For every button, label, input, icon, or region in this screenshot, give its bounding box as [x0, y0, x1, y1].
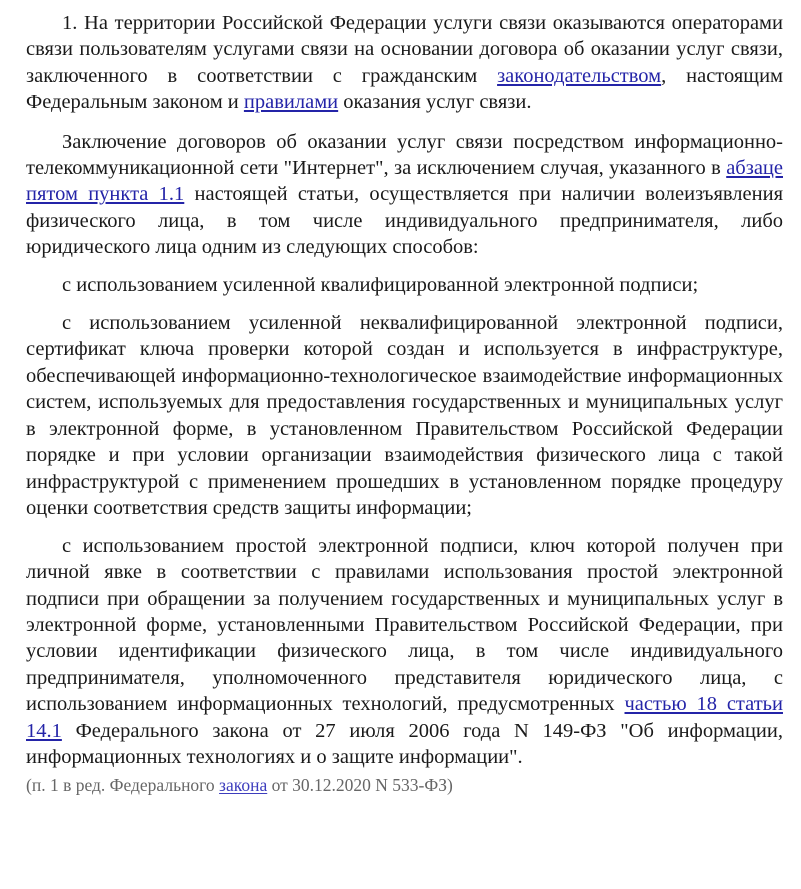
paragraph-1	[26, 10, 783, 116]
link-part-18-article-14-1[interactable]: частью 18 статьи 14.1	[26, 693, 783, 742]
paragraph-5	[26, 533, 783, 771]
paragraph-5-text-start: с использованием простой электронной подписи, ключ которой получен при личной явке в соответствии с правилами использования простой электронной подписи при обращении за получением государственных и муниципальных услуг в электронной форме, установленными Правительством Российской Федерации, при условии идентификации физического лица, в том числе индивидуального предпринимателя, уполномоченного представителя юридического лица, с использованием информационных технологий, предусмотренных	[26, 534, 783, 716]
paragraph-5-text-end: Федерального закона от 27 июля 2006 года N 149-ФЗ "Об информации, информационных технологиях и о защите информации".	[26, 719, 783, 769]
paragraph-4: с использованием усиленной неквалифицированной электронной подписи, сертификат ключа проверки которой создан и используется в инфраструктуре, обеспечивающей информационно-технологическое взаимодействие информационных систем, используемых для предоставления государственных и муниципальных услуг в электронной форме, в установленном Правительством Российской Федерации порядке и при условии организации взаимодействия физического лица с такой инфраструктурой с применением прошедших в установленном порядке процедуру оценки соответствия средств защиты информации;	[26, 312, 783, 519]
revision-note-text-start: (п. 1 в ред. Федерального	[26, 774, 220, 795]
link-paragraph-five-clause-1-1[interactable]: абзаце пятом пункта 1.1	[26, 157, 783, 206]
link-legislation[interactable]: законодательством	[497, 64, 662, 87]
revision-note-text-end: от 30.12.2020 N 533-ФЗ)	[267, 774, 453, 795]
paragraph-2	[26, 129, 783, 261]
paragraph-1-text-start: 1. На территории Российской Федерации услуги связи оказываются операторами связи пользователям услугами связи на основании договора об оказании услуг связи, заключенного в соответствии с гражданским	[26, 12, 783, 87]
paragraph-1-text-end: оказания услуг связи.	[338, 91, 532, 114]
revision-note	[26, 774, 783, 796]
paragraph-2-text-end: настоящей статьи, осуществляется при наличии волеизъявления физического лица, в том числе индивидуального предпринимателя, либо юридического лица одним из следующих способов:	[26, 183, 783, 259]
link-law[interactable]: закона	[219, 774, 268, 795]
link-rules[interactable]: правилами	[243, 91, 339, 114]
paragraph-2-text-start: Заключение договоров об оказании услуг связи посредством информационно-телекоммуникационной сети "Интернет", за исключением случая, указанного в	[26, 130, 783, 180]
paragraph-1-text-middle: , настоящим Федеральным законом и	[26, 64, 784, 114]
paragraph-3: с использованием усиленной квалифицированной электронной подписи;	[62, 274, 699, 297]
